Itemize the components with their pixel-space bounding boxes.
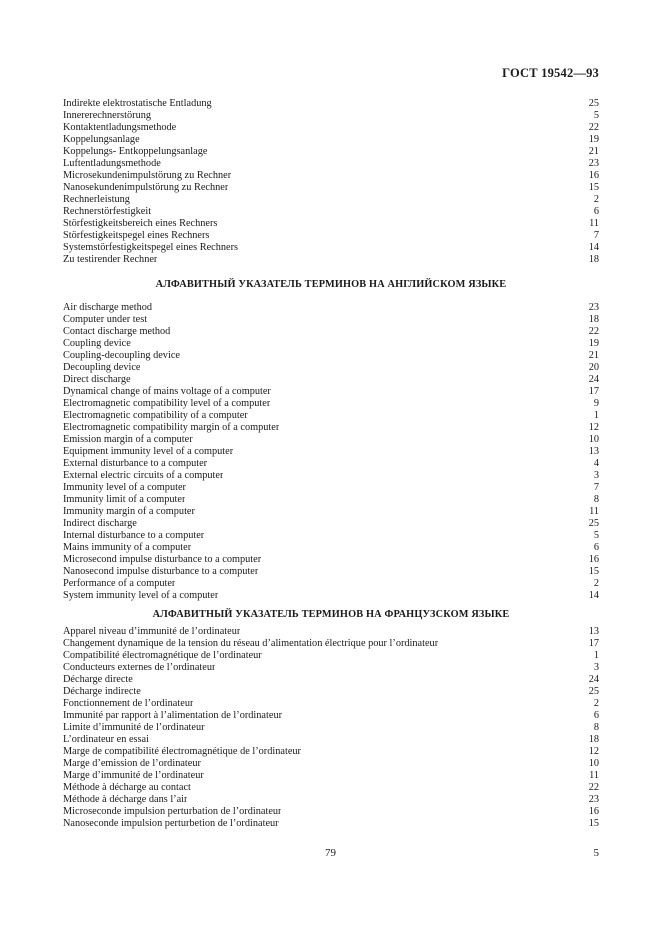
entry-number: 23 [588, 158, 599, 169]
index-entry [63, 386, 599, 398]
index-entry [63, 770, 599, 782]
entry-number: 25 [588, 98, 599, 109]
entry-number: 1 [593, 410, 599, 421]
entry-number: 4 [593, 458, 599, 469]
entry-number: 23 [588, 794, 599, 805]
french-index-title: АЛФАВИТНЫЙ УКАЗАТЕЛЬ ТЕРМИНОВ НА ФРАНЦУЗСКОМ ЯЗЫКЕ [152, 609, 510, 620]
index-entry [63, 554, 599, 566]
entry-term: Décharge indirecte [63, 686, 141, 697]
entry-number: 14 [588, 590, 599, 601]
entry-term: Apparel niveau d’immunité de l’ordinateur [63, 626, 241, 637]
entry-term: System immunity level of a computer [63, 590, 219, 601]
page-number: 79 [325, 847, 336, 859]
entry-number: 15 [588, 566, 599, 577]
entry-number: 7 [593, 230, 599, 241]
entry-term: Immunity limit of a computer [63, 494, 186, 505]
entry-number: 5 [593, 530, 599, 541]
index-entry [63, 374, 599, 386]
index-entry [63, 422, 599, 434]
index-entry [63, 542, 599, 554]
entry-number: 6 [593, 542, 599, 553]
entry-number: 21 [588, 350, 599, 361]
index-entry [63, 818, 599, 830]
entry-number: 15 [588, 182, 599, 193]
entry-number: 22 [588, 122, 599, 133]
index-entry [63, 206, 599, 218]
index-entry [63, 650, 599, 662]
document-code: ГОСТ 19542—93 [502, 66, 599, 80]
index-entry [63, 746, 599, 758]
entry-number: 13 [588, 446, 599, 457]
entry-number: 22 [588, 782, 599, 793]
index-entry [63, 362, 599, 374]
index-entry [63, 482, 599, 494]
entry-term: Méthode à décharge dans l’air [63, 794, 188, 805]
index-entry [63, 326, 599, 338]
index-entry [63, 470, 599, 482]
entry-term: Kontaktentladungsmethode [63, 122, 177, 133]
entry-number: 19 [588, 338, 599, 349]
index-entry [63, 170, 599, 182]
entry-term: Immunité par rapport à l’alimentation de l’ordinateur [63, 710, 283, 721]
index-entry [63, 218, 599, 230]
entry-number: 13 [588, 626, 599, 637]
entry-term: Compatibilité électromagnétique de l’ordinateur [63, 650, 262, 661]
index-entry [63, 722, 599, 734]
entry-number: 17 [588, 386, 599, 397]
entry-number: 16 [588, 554, 599, 565]
entry-number: 8 [593, 722, 599, 733]
entry-term: Méthode à décharge au contact [63, 782, 191, 793]
index-entry [63, 806, 599, 818]
entry-number: 9 [593, 398, 599, 409]
index-entry [63, 302, 599, 314]
entry-term: Indirect discharge [63, 518, 137, 529]
entry-term: Contact discharge method [63, 326, 171, 337]
entry-number: 24 [588, 674, 599, 685]
index-entry [63, 686, 599, 698]
index-entry [63, 734, 599, 746]
index-entry [63, 230, 599, 242]
entry-term: Air discharge method [63, 302, 153, 313]
entry-number: 25 [588, 686, 599, 697]
entry-number: 24 [588, 374, 599, 385]
entry-term: Microseconde impulsion perturbation de l’ordinateur [63, 806, 282, 817]
entry-number: 14 [588, 242, 599, 253]
entry-term: Performance of a computer [63, 578, 176, 589]
entry-number: 20 [588, 362, 599, 373]
index-entry [63, 710, 599, 722]
entry-number: 7 [593, 482, 599, 493]
english-term-index [63, 302, 599, 602]
entry-term: Koppelungs- Entkoppelungsanlage [63, 146, 208, 157]
entry-term: Décharge directe [63, 674, 133, 685]
entry-term: Dynamical change of mains voltage of a computer [63, 386, 271, 397]
index-entry [63, 242, 599, 254]
index-entry [63, 638, 599, 650]
entry-number: 16 [588, 170, 599, 181]
index-entry [63, 434, 599, 446]
entry-term: Nanoseconde impulsion perturbetion de l’ordinateur [63, 818, 279, 829]
entry-number: 12 [588, 422, 599, 433]
entry-term: Immunity level of a computer [63, 482, 186, 493]
entry-term: Changement dynamique de la tension du réseau d’alimentation électrique pour l’ordinateur [63, 638, 439, 649]
entry-term: Coupling-decoupling device [63, 350, 180, 361]
entry-number: 10 [588, 758, 599, 769]
index-entry [63, 662, 599, 674]
entry-term: Internal disturbance to a computer [63, 530, 205, 541]
entry-number: 12 [588, 746, 599, 757]
index-entry [63, 98, 599, 110]
entry-number: 25 [588, 518, 599, 529]
entry-number: 6 [593, 206, 599, 217]
entry-term: Indirekte elektrostatische Entladung [63, 98, 212, 109]
entry-term: Nanosekundenimpulstörung zu Rechner [63, 182, 229, 193]
index-entry [63, 194, 599, 206]
index-entry [63, 758, 599, 770]
entry-number: 16 [588, 806, 599, 817]
entry-term: Microsecond impulse disturbance to a computer [63, 554, 262, 565]
index-entry [63, 134, 599, 146]
entry-term: Luftentladungsmethode [63, 158, 161, 169]
index-entry [63, 506, 599, 518]
index-entry [63, 146, 599, 158]
entry-term: Störfestigkeitspegel eines Rechners [63, 230, 210, 241]
english-index-title: АЛФАВИТНЫЙ УКАЗАТЕЛЬ ТЕРМИНОВ НА АНГЛИЙСКОМ ЯЗЫКЕ [155, 279, 507, 290]
entry-term: Systemstörfestigkeitspegel eines Rechners [63, 242, 239, 253]
entry-term: Electromagnetic compatibility level of a computer [63, 398, 271, 409]
entry-number: 23 [588, 302, 599, 313]
index-entry [63, 458, 599, 470]
entry-term: Computer under test [63, 314, 148, 325]
index-entry [63, 698, 599, 710]
index-entry [63, 518, 599, 530]
entry-term: Innererechnerstörung [63, 110, 152, 121]
entry-number: 11 [589, 218, 599, 229]
entry-term: Electromagnetic compatibility of a computer [63, 410, 248, 421]
index-entry [63, 182, 599, 194]
entry-term: Fonctionnement de l’ordinateur [63, 698, 194, 709]
index-entry [63, 350, 599, 362]
entry-term: Koppelungsanlage [63, 134, 140, 145]
entry-term: Coupling device [63, 338, 131, 349]
entry-term: Marge de compatibilité électromagnétique de l’ordinateur [63, 746, 301, 757]
entry-number: 5 [593, 110, 599, 121]
entry-term: Störfestigkeitsbereich eines Rechners [63, 218, 218, 229]
entry-number: 2 [593, 698, 599, 709]
index-entry [63, 254, 599, 266]
entry-term: Emission margin of a computer [63, 434, 193, 445]
entry-term: Equipment immunity level of a computer [63, 446, 234, 457]
index-entry [63, 566, 599, 578]
index-entry [63, 530, 599, 542]
entry-term: Rechnerstörfestigkeit [63, 206, 152, 217]
entry-term: Rechnerleistung [63, 194, 130, 205]
entry-term: Mains immunity of a computer [63, 542, 192, 553]
index-entry [63, 446, 599, 458]
index-entry [63, 590, 599, 602]
entry-number: 22 [588, 326, 599, 337]
german-term-index [63, 98, 599, 266]
index-entry [63, 494, 599, 506]
entry-number: 3 [593, 662, 599, 673]
entry-number: 21 [588, 146, 599, 157]
entry-term: Nanosecond impulse disturbance to a computer [63, 566, 259, 577]
entry-term: Marge d’emission de l’ordinateur [63, 758, 201, 769]
index-entry [63, 158, 599, 170]
entry-number: 18 [588, 314, 599, 325]
index-entry [63, 674, 599, 686]
entry-number: 18 [588, 254, 599, 265]
index-entry [63, 122, 599, 134]
entry-number: 18 [588, 734, 599, 745]
entry-term: Zu testirender Rechner [63, 254, 158, 265]
index-entry [63, 398, 599, 410]
side-number: 5 [593, 847, 599, 859]
index-entry [63, 794, 599, 806]
index-entry [63, 410, 599, 422]
entry-number: 1 [593, 650, 599, 661]
entry-number: 17 [588, 638, 599, 649]
entry-term: External electric circuits of a computer [63, 470, 224, 481]
french-term-index [63, 626, 599, 830]
entry-term: Microsekundenimpulstörung zu Rechner [63, 170, 232, 181]
index-entry [63, 626, 599, 638]
entry-term: Conducteurs externes de l’ordinateur [63, 662, 216, 673]
entry-number: 3 [593, 470, 599, 481]
index-entry [63, 782, 599, 794]
index-entry [63, 110, 599, 122]
entry-term: Direct discharge [63, 374, 131, 385]
entry-term: Limite d’immunité de l’ordinateur [63, 722, 205, 733]
entry-term: Marge d’immunité de l’ordinateur [63, 770, 204, 781]
entry-number: 2 [593, 194, 599, 205]
entry-number: 10 [588, 434, 599, 445]
entry-term: Immunity margin of a computer [63, 506, 195, 517]
entry-number: 6 [593, 710, 599, 721]
entry-term: Electromagnetic compatibility margin of a computer [63, 422, 280, 433]
entry-number: 15 [588, 818, 599, 829]
entry-number: 11 [589, 506, 599, 517]
index-entry [63, 314, 599, 326]
entry-term: L’ordinateur en essai [63, 734, 149, 745]
entry-term: Decoupling device [63, 362, 141, 373]
entry-term: External disturbance to a computer [63, 458, 208, 469]
index-entry [63, 578, 599, 590]
entry-number: 2 [593, 578, 599, 589]
entry-number: 11 [589, 770, 599, 781]
entry-number: 8 [593, 494, 599, 505]
index-entry [63, 338, 599, 350]
entry-number: 19 [588, 134, 599, 145]
